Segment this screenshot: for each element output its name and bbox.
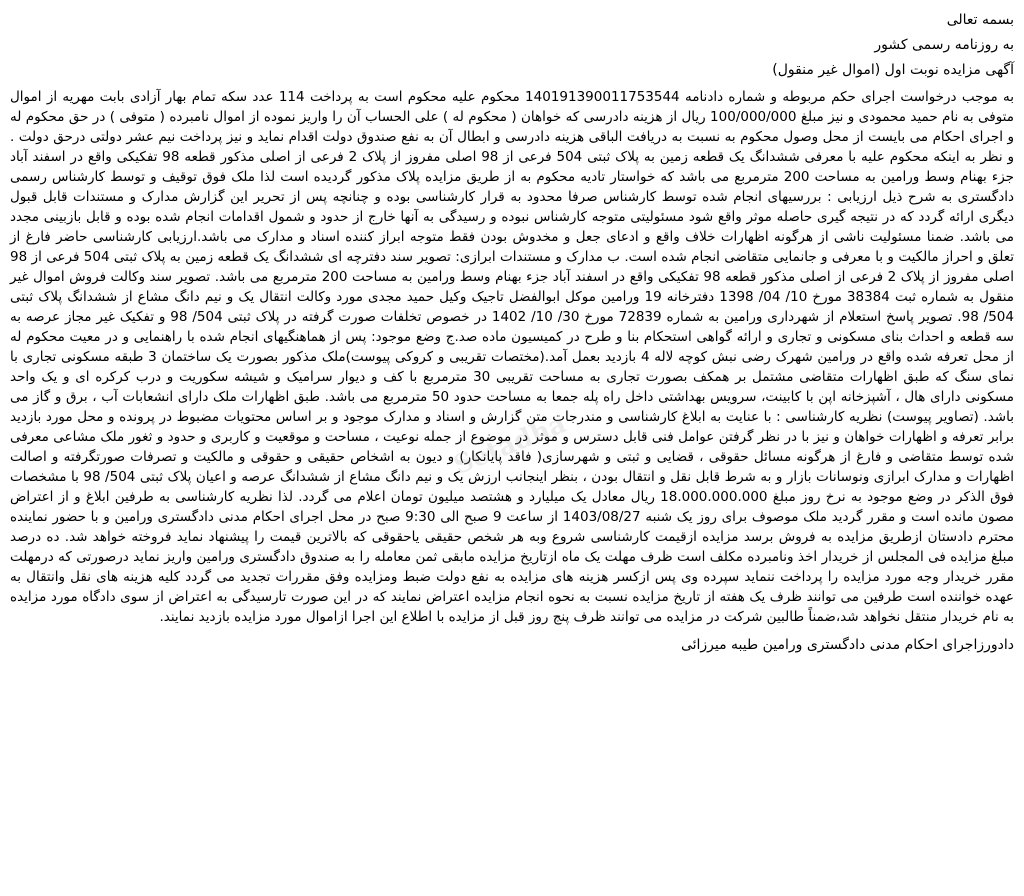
basmala-heading: بسمه تعالی — [946, 12, 1014, 28]
notice-title: آگهی مزایده نوبت اول (اموال غیر منقول) — [772, 62, 1014, 78]
watermark-logo: Setadha — [449, 408, 571, 482]
notice-body-paragraph: به موجب درخواست اجرای حکم مربوطه و شماره دادنامه 140191390011753544 محکوم علیه محکوم است به پرداخت 114 عدد سکه تمام بهار آزادی بابت مهریه از اموال متوفی به نام حمید محمودی و نیز مبلغ 100/000/000 ریال از هزینه دادرسی که خواهان ( محکوم له ) علی الحساب آن را واریز نموده از اموال نامبرده ( متوفی ) در حق محکوم له و اجرای احکام می بایست از محل وصول محکوم به نسبت به دریافت الباقی هزینه دادرسی و ابطال آن به نفع صندوق دولت اقدام نماید و نیز پرداخت نیم عشر دولتی درحق دولت . و نظر به اینکه محکوم علیه با معرفی ششدانگ یک قطعه زمین به پلاک ثبتی 504 فرعی از 98 اصلی مفروز از پلاک 2 فرعی از اصلی مذکور قطعه 98 تفکیکی واقع در اسفند آباد جزء بهنام وسط ورامین به مساحت 200 مترمربع می باشد که خواستار تادیه محکوم به از طریق مزایده پلاک مذکور گردیده است لذا ملک فوق توقیف و توسط کارشناس رسمی دادگستری به شرح ذیل ارزیابی : بررسیهای انجام شده توسط کارشناس صرفا محدود به قرار کارشناسی بوده و چنانچه پس از تحریر این گزارش مدارک و مستندات قابل قبول دیگری ارائه گردد که در نتیجه گیری حاصله موثر واقع شود مسئولیتی متوجه کارشناس نبوده و رسیدگی به آنها خارج از حدود و شمول اقدامات انجام شده بوده و قابل بازبینی مجدد می باشد. ضمنا مسئولیت ناشی از هرگونه اظهارات خلاف واقع و ادعای جعل و مخدوش بودن فقط متوجه ابراز کننده اسناد و مدارک می باشد.ارزیابی کارشناسی حاضر فارغ از تعلق و احراز مالکیت و با معرفی و جانمایی متقاضی انجام شده است. ب مدارک و مستندات ابرازی: تصویر سند دفترچه ای ششدانگ یک قطعه زمین به پلاک ثبتی 504 فرعی از 98 اصلی مفروز از پلاک 2 فرعی از اصلی مذکور قطعه 98 تفکیکی واقع در اسفند آباد جزء بهنام وسط ورامین به مساحت 200 مترمربع می باشد. تصویر سند وکالت فروش اموال غیر منقول به شماره ثبت 38384 مورخ 10/ 04/ 1398 دفترخانه 19 ورامین موکل ابوالفضل تاجیک وکیل حمید مجدی مورد وکالت انتقال یک و نیم دانگ مشاع از ششدانگ پلاک ثبتی 504/ 98. تصویر پاسخ استعلام از شهرداری ورامین به شماره 72839 مورخ 30/ 10/ 1402 در خصوص تخلفات صورت گرفته در پلاک ثبتی 504/ 98 و تفکیک غیر مجاز عرصه به سه قطعه و احداث بنای مسکونی و تجاری و ارائه گواهی استحکام بنا و طرح در کمیسیون ماده صد.ج وضع موجود: پس از هماهنگیهای انجام شده با راهنمایی و در معیت محکوم له از محل تعرفه شده واقع در ورامین شهرک رضی نبش کوچه لاله 4 بازدید بعمل آمد.(مختصات تقریبی و کروکی پیوست)ملک مذکور بصورت یک ساختمان 3 طبقه مسکونی تجاری با نمای سنگ که طبق اظهارات متقاضی مشتمل بر همکف بصورت تجاری به مساحت تقریبی 30 مترمربع با کف و دیوار سرامیک و شیشه سکوریت و درب کرکره ای و یک واحد مسکونی دارای هال ، آشپزخانه اپن با کابینت، سرویس بهداشتی داخل راه پله جمعا به مساحت حدود 50 مترمربع می باشد. طبق اظهارات ملک دارای انشعابات آب ، برق و گاز می باشد. (تصاویر پیوست) نظریه کارشناسی : با عنایت به ابلاغ کارشناسی و مندرجات متن گزارش و اسناد و مدارک موجود و بر اساس محتویات مضبوط در پرونده و محل مورد بازدید برابر تعرفه و اظهارات خواهان و نیز با در نظر گرفتن عوامل فنی قابل دسترس و موثر در موضوع از جمله نوعیت ، مساحت و موقعیت و کاربری و حدود و ثغور ملک مشاعی معرفی شده توسط متقاضی و فارغ از هرگونه مسائل حقوقی ، قضایی و ثبتی و شهرسازی( فاقد پایانکار) و دیون به اشخاص حقیقی و حقوقی و مالکیت و تصرفات صورتگرفته و اصالت اظهارات و مدارک ابرازی ونوسانات بازار و به شرط قابل نقل و انتقال بودن ، بنظر اینجانب ارزش یک و نیم دانگ مشاع از ششدانگ عرصه و اعیان پلاک ثبتی 504/ 98 با مشخصات فوق الذکر در وضع موجود به نرخ روز مبلغ 18.000.000.000 ریال معادل یک میلیارد و هشتصد میلیون تومان اعلام می گردد. لذا نظریه کارشناسی به طرفین ابلاغ و از اعتراض مصون مانده است و مقرر گردید ملک موصوف برای روز یک شنبه 1403/08/27 از ساعت 9 صبح الی 9:30 صبح در محل اجرای احکام مدنی دادگستری ورامین و با حضور نماینده محترم دادستان ازطریق مزایده به فروش برسد مزایده ازقیمت کارشناسی شروع وبه هر شخص حقیقی یاحقوقی که بالاترین قیمت را پیشنهاد نماید فروخته خواهد شد. ده درصد مبلغ مزایده فی المجلس از خریدار اخذ ونامبرده مکلف است ظرف مهلت یک ماه ازتاریخ مزایده مابقی ثمن معامله را به صندوق دادگستری ورامین واریز نماید درصورتی که درمهلت مقرر خریدار وجه مورد مزایده را پرداخت ننماید سپرده وی پس ازکسر هزینه های مزایده به نفع دولت ضبط ومزایده وفق مقررات تجدید می گردد کلیه هزینه های نقل وانتقال به عهده خواننده است طرفین می توانند ظرف یک هفته از تاریخ مزایده نسبت به نحوه انجام مزایده اعتراض نمایند که در این صورت تارسیدگی به اعتراض از سوی دادگاه مورد مزایده به نام خریدار منتقل نخواهد شد،ضمناً طالبین شرکت در مزایده می توانند ظرف پنج روز قبل از مزایده با اطلاع این اجرا ازاموال مورد مزایده بازدید نمایند. — [10, 89, 1015, 625]
signature-line: دادورزاجرای احکام مدنی دادگستری ورامین طیبه میرزائی — [680, 637, 1014, 653]
newspaper-heading: به روزنامه رسمی کشور — [874, 37, 1014, 53]
